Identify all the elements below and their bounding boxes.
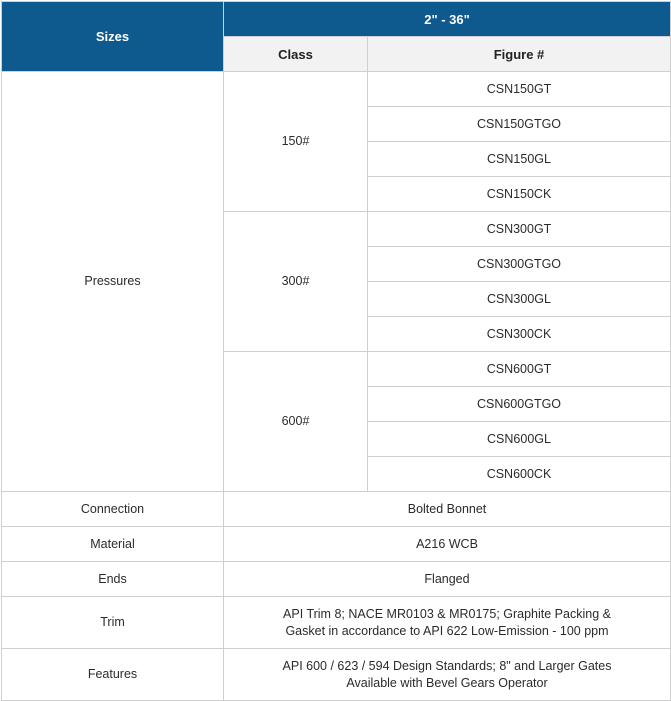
features-label: Features bbox=[2, 649, 224, 701]
figure-cell: CSN300GT bbox=[368, 212, 671, 247]
trim-label: Trim bbox=[2, 597, 224, 649]
class-header: Class bbox=[224, 37, 368, 72]
pressures-label: Pressures bbox=[2, 72, 224, 492]
sizes-header: Sizes bbox=[2, 2, 224, 72]
features-value: API 600 / 623 / 594 Design Standards; 8" and Larger Gates Available with Bevel Gears Operator bbox=[224, 649, 671, 701]
figure-cell: CSN150GTGO bbox=[368, 107, 671, 142]
class-cell: 150# bbox=[224, 72, 368, 212]
figure-cell: CSN600CK bbox=[368, 457, 671, 492]
class-cell: 300# bbox=[224, 212, 368, 352]
figure-cell: CSN600GT bbox=[368, 352, 671, 387]
trim-value: API Trim 8; NACE MR0103 & MR0175; Graphite Packing & Gasket in accordance to API 622 Low-Emission - 100 ppm bbox=[224, 597, 671, 649]
valve-spec-table bbox=[1, 1, 671, 701]
figure-cell: CSN150GT bbox=[368, 72, 671, 107]
figure-cell: CSN600GTGO bbox=[368, 387, 671, 422]
figure-header: Figure # bbox=[368, 37, 671, 72]
figure-cell: CSN150GL bbox=[368, 142, 671, 177]
ends-label: Ends bbox=[2, 562, 224, 597]
figure-cell: CSN300GL bbox=[368, 282, 671, 317]
ends-value: Flanged bbox=[224, 562, 671, 597]
material-label: Material bbox=[2, 527, 224, 562]
size-range-header: 2" - 36" bbox=[224, 2, 671, 37]
figure-cell: CSN300GTGO bbox=[368, 247, 671, 282]
figure-cell: CSN300CK bbox=[368, 317, 671, 352]
connection-value: Bolted Bonnet bbox=[224, 492, 671, 527]
connection-label: Connection bbox=[2, 492, 224, 527]
class-cell: 600# bbox=[224, 352, 368, 492]
material-value: A216 WCB bbox=[224, 527, 671, 562]
figure-cell: CSN600GL bbox=[368, 422, 671, 457]
figure-cell: CSN150CK bbox=[368, 177, 671, 212]
